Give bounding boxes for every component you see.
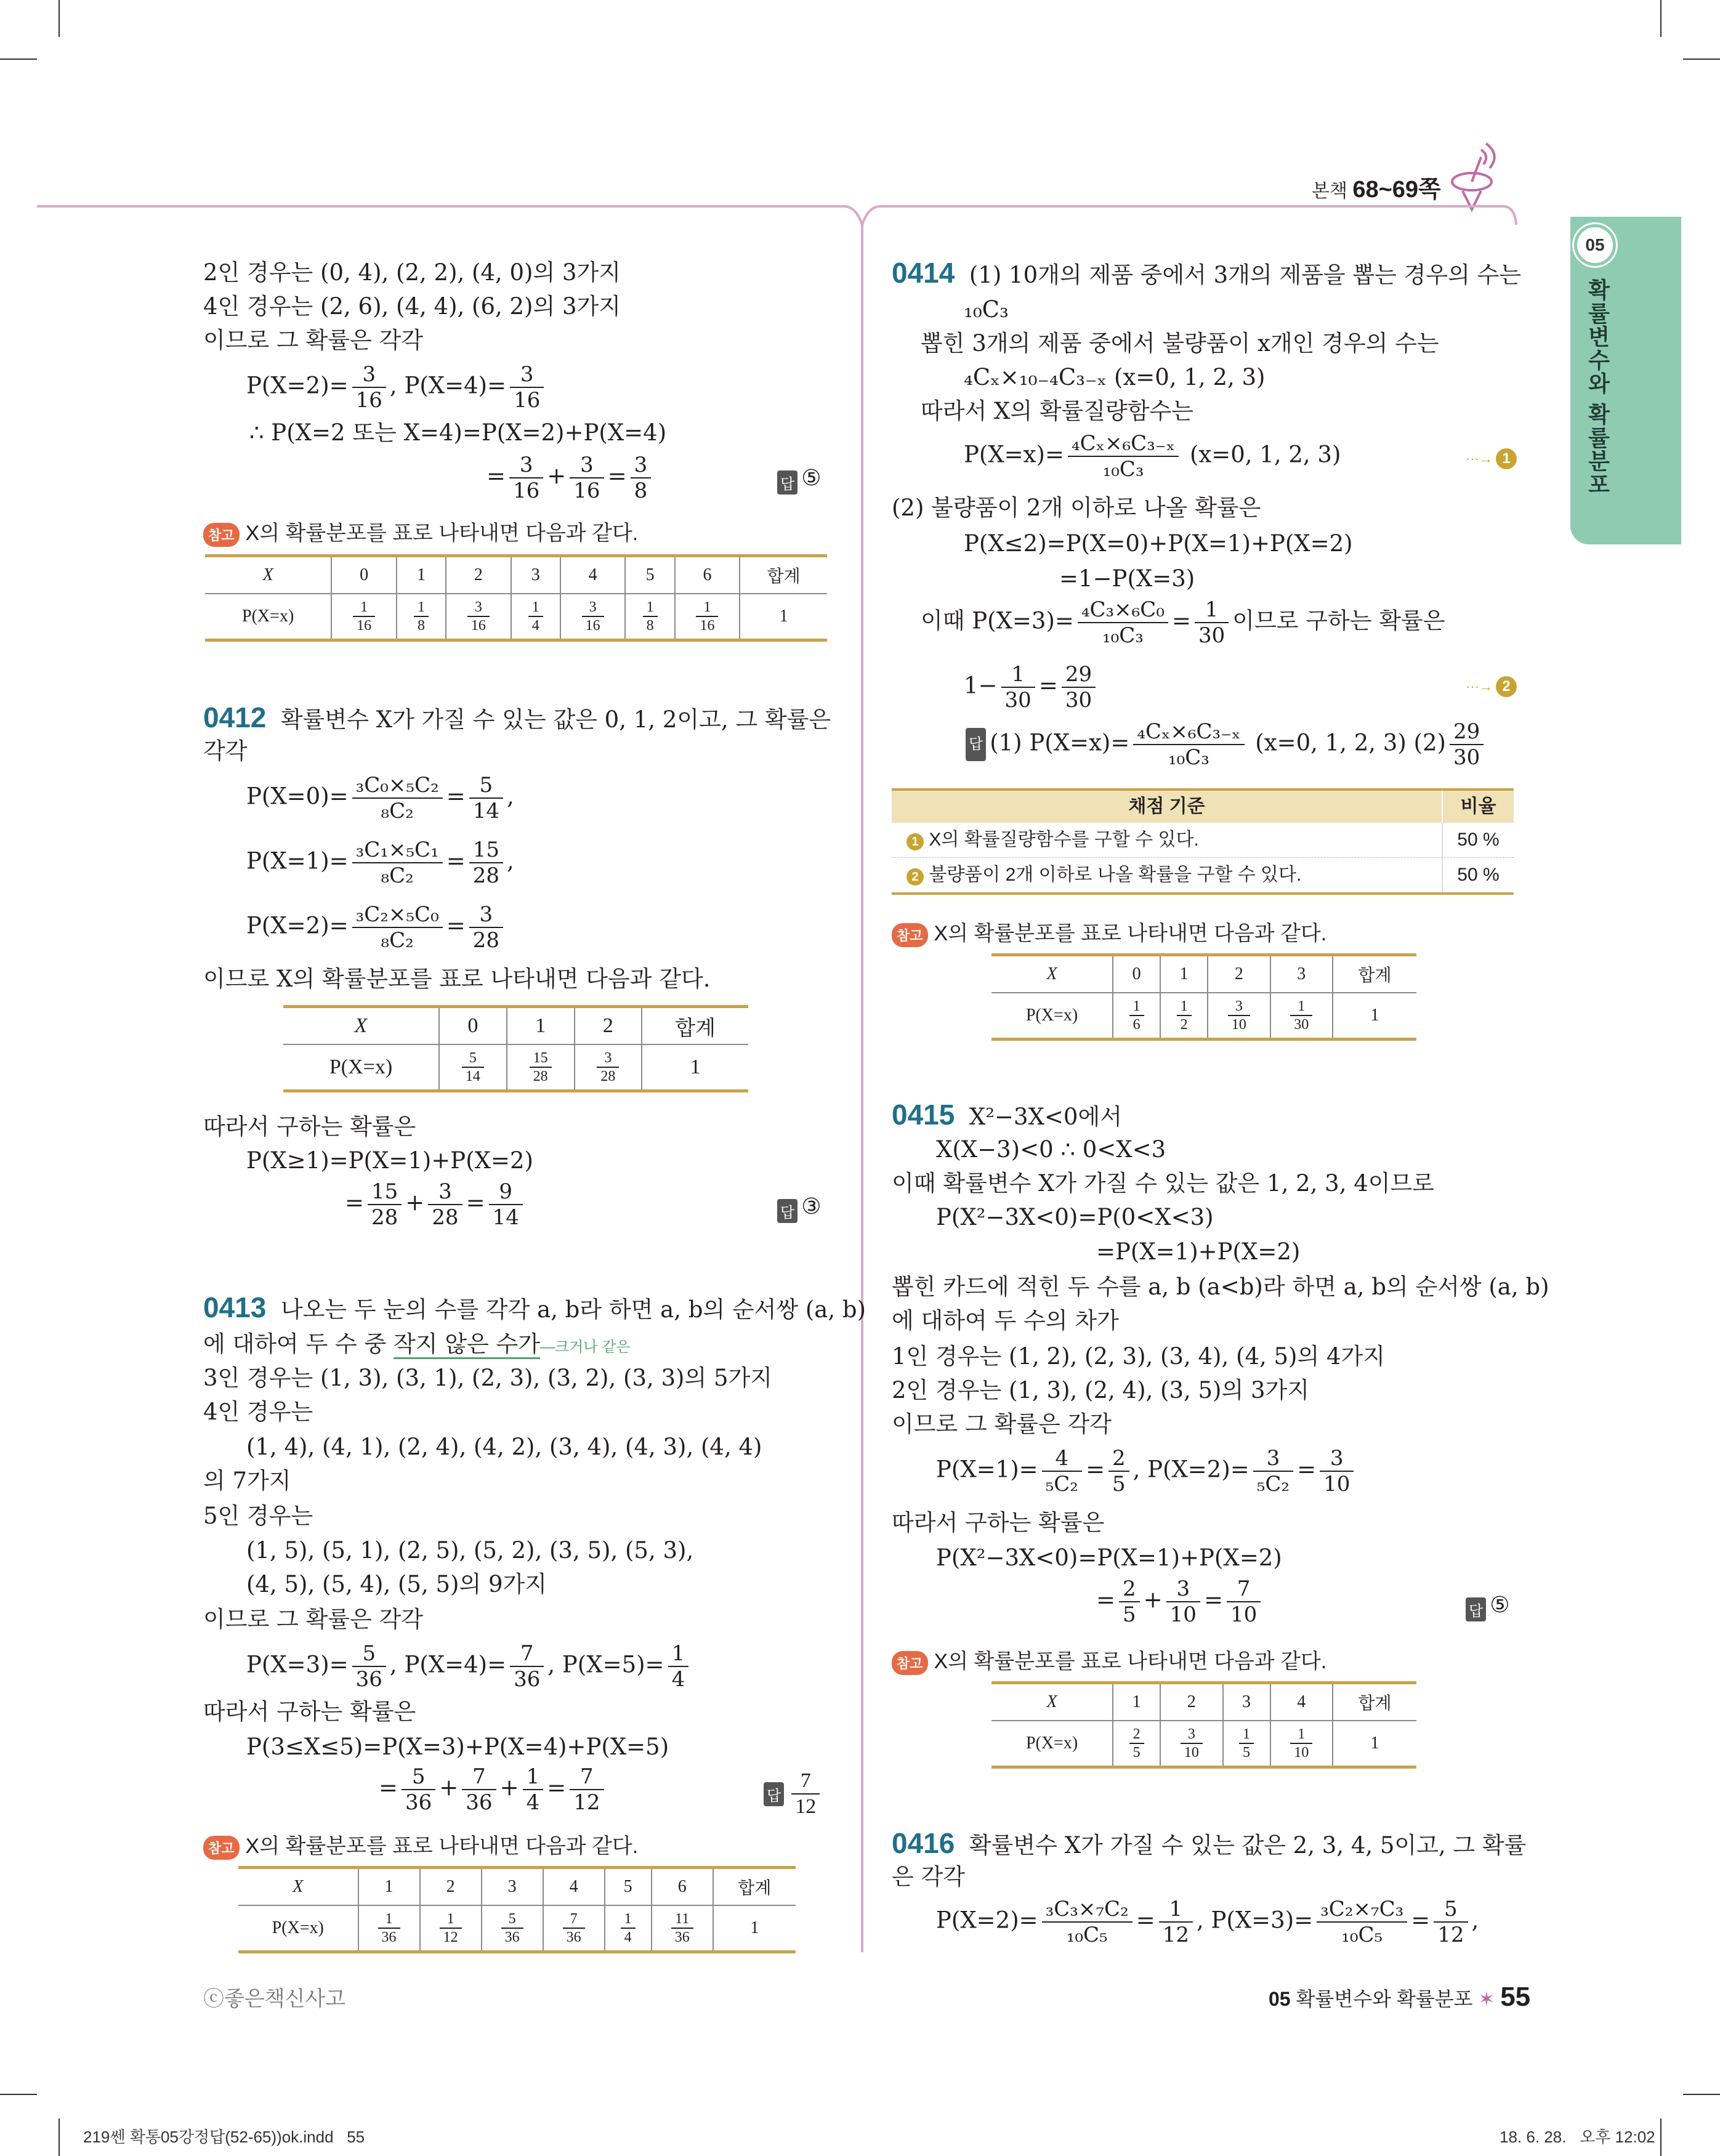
table-header-cell: 3 xyxy=(1270,955,1333,993)
table-header-cell: 0 xyxy=(331,556,397,594)
table-header-cell: 1 xyxy=(358,1868,420,1906)
distribution-table-2 xyxy=(283,1005,748,1092)
table-cell: $\frac{1}{8}$ xyxy=(625,594,674,640)
text-line: 이므로 X의 확률분포를 표로 나타내면 다음과 같다. xyxy=(203,966,711,992)
text-line: (4, 5), (5, 4), (5, 5)의 9가지 xyxy=(246,1571,547,1597)
problem-0416: 0416 확률변수 X가 가질 수 있는 값은 2, 3, 4, 5이고, 그 확률 xyxy=(892,1827,1527,1859)
reference-note: 참고 X의 확률분포를 표로 나타내면 다음과 같다. xyxy=(892,1644,1326,1675)
table-header-cell: X xyxy=(238,1868,358,1906)
table-header-cell: 0 xyxy=(439,1007,507,1045)
problem-0415: 0415 X²−3X<0에서 xyxy=(892,1099,1122,1131)
equation-line: P(3≤X≤5)=P(X=3)+P(X=4)+P(X=5) xyxy=(246,1734,669,1760)
table-cell: 1 xyxy=(740,594,827,640)
text-line: ₄Cₓ×₁₀₋₄C₃₋ₓ (x=0, 1, 2, 3) xyxy=(964,364,1266,390)
text-line: 2인 경우는 (1, 3), (2, 4), (3, 5)의 3가지 xyxy=(892,1377,1310,1403)
table-header-cell: 5 xyxy=(605,1868,652,1906)
answer: 답 ③ xyxy=(777,1193,821,1223)
crop-mark xyxy=(59,2118,60,2156)
table-header-cell: X xyxy=(991,1683,1113,1721)
table-header-cell: 6 xyxy=(652,1868,713,1906)
text-line: 이므로 그 확률은 각각 xyxy=(892,1411,1112,1437)
grading-row: 1 X의 확률질량함수를 구할 수 있다. 50 % xyxy=(892,823,1514,858)
answer: 답 $\frac{7}{12}$ xyxy=(764,1769,823,1819)
distribution-table-1 xyxy=(205,554,827,642)
equation-line: P(X=1)= $\frac{4}{\text{₅C₂}}$ = $\frac{2}{5}$ , P(X=2)= $\frac{3}{\text{₅C₂}}$ = $\frac{3}{10}$ xyxy=(936,1446,1357,1496)
ref-prefix: 본책 xyxy=(1312,181,1347,201)
step-mark-2: ···→ 2 xyxy=(1466,676,1517,697)
step-mark-1: ···→ 1 xyxy=(1466,448,1517,469)
table-cell: 1 xyxy=(1333,993,1416,1040)
table-header-cell: 4 xyxy=(560,556,626,594)
reference-note: 참고 X의 확률분포를 표로 나타내면 다음과 같다. xyxy=(203,1829,638,1860)
side-tab xyxy=(1570,217,1681,544)
table-cell: $\frac{1}{10}$ xyxy=(1270,1721,1333,1767)
crop-mark xyxy=(0,2094,37,2095)
equation-line: P(X=3)= $\frac{5}{36}$ , P(X=4)= $\frac{7}{36}$ , P(X=5)= $\frac{1}{4}$ xyxy=(246,1641,692,1692)
table-cell: $\frac{1}{12}$ xyxy=(420,1905,482,1952)
text-line: 이때 확률변수 X가 가질 수 있는 값은 1, 2, 3, 4이므로 xyxy=(892,1170,1435,1197)
table-header-cell: 합계 xyxy=(1333,955,1416,993)
slug-date: 18. 6. 28. 오후 12:02 xyxy=(1500,2128,1655,2146)
slug-file: 219쎈 확통05강정답(52-65))ok.indd 55 xyxy=(83,2128,365,2146)
text-line: 각각 xyxy=(203,738,248,764)
equation-line: P(X=2)= $\frac{\text{₃C₃×₇C₂}}{\text{₁₀C₅}}$ = $\frac{1}{12}$ , P(X=3)= $\frac{\text{₃C₂×₇C₃}}{\text{₁₀C₅}}$ = $\frac{5}{12}$ , xyxy=(936,1897,1479,1947)
column-divider xyxy=(861,222,863,1952)
crop-mark xyxy=(0,59,37,60)
table-header-cell: 합계 xyxy=(740,556,827,594)
table-cell: $\frac{3}{28}$ xyxy=(575,1044,642,1091)
table-cell: P(X=x) xyxy=(238,1905,358,1952)
crop-mark xyxy=(1683,2094,1720,2095)
text-line: 의 7가지 xyxy=(203,1468,291,1494)
table-header-cell: 5 xyxy=(625,556,674,594)
equation-line: P(X²−3X<0)=P(X=1)+P(X=2) xyxy=(936,1544,1282,1571)
table-header-cell: 1 xyxy=(397,556,446,594)
table-cell: $\frac{5}{36}$ xyxy=(482,1905,543,1952)
text-line: 뽑힌 카드에 적힌 두 수를 a, b (a<b)라 하면 a, b의 순서쌍 (a, b) xyxy=(892,1274,1549,1300)
crop-mark xyxy=(1660,2118,1661,2156)
problem-0413: 0413 나오는 두 눈의 수를 각각 a, b라 하면 a, b의 순서쌍 (a, b) xyxy=(203,1291,866,1323)
equation-line: =1−P(X=3) xyxy=(1059,565,1195,592)
grading-table xyxy=(892,788,1514,895)
table-cell: $\frac{3}{10}$ xyxy=(1208,993,1270,1040)
table-cell: $\frac{15}{28}$ xyxy=(507,1044,575,1091)
table-header-cell: 2 xyxy=(1208,955,1270,993)
equation-line: P(X=2)= $\frac{3}{16}$ , P(X=4)= $\frac{3}{16}$ xyxy=(246,362,547,413)
grading-header: 채점 기준 xyxy=(1128,796,1205,817)
side-tab-number: 05 xyxy=(1574,224,1616,266)
equation-line: = $\frac{5}{36}$ + $\frac{7}{36}$ + $\frac{1}{4}$ = $\frac{7}{12}$ xyxy=(379,1764,608,1815)
table-cell: $\frac{1}{16}$ xyxy=(331,594,397,640)
text-line: 4인 경우는 (2, 6), (4, 4), (6, 2)의 3가지 xyxy=(203,293,621,320)
equation-line: P(X≥1)=P(X=1)+P(X=2) xyxy=(246,1147,533,1174)
problem-0414: 0414 (1) 10개의 제품 중에서 3개의 제품을 뽑는 경우의 수는 xyxy=(892,257,1522,289)
table-header-cell: 1 xyxy=(1113,1683,1160,1721)
equation-line: P(X²−3X<0)=P(0<X<3) xyxy=(936,1204,1214,1230)
table-cell: $\frac{1}{2}$ xyxy=(1160,993,1208,1040)
table-cell: $\frac{1}{36}$ xyxy=(358,1905,420,1952)
equation-line: P(X=1)= $\frac{\text{₃C₁×₅C₁}}{\text{₈C₂}}$ = $\frac{15}{28}$ , xyxy=(246,838,514,888)
table-cell: P(X=x) xyxy=(283,1044,439,1091)
page-footer: 05 확률변수와 확률분포 ✶ 55 xyxy=(1269,1982,1531,2012)
text-line: (2) 불량품이 2개 이하로 나올 확률은 xyxy=(892,495,1261,521)
table-cell: P(X=x) xyxy=(991,993,1113,1040)
table-header-cell: X xyxy=(991,955,1113,993)
text-line: 5인 경우는 xyxy=(203,1503,313,1529)
equation-line: 이때 P(X=3)= $\frac{\text{₄C₃×₆C₀}}{\text{₁₀C₃}}$ = $\frac{1}{30}$ 이므로 구하는 확률은 xyxy=(921,597,1445,648)
crop-mark xyxy=(59,0,60,37)
copyright: ⓒ좋은책신사고 xyxy=(203,1987,346,2011)
table-cell: $\frac{5}{14}$ xyxy=(439,1044,507,1091)
table-header-cell: 합계 xyxy=(1333,1683,1416,1721)
problem-0412: 0412 확률변수 X가 가질 수 있는 값은 0, 1, 2이고, 그 확률은 xyxy=(203,701,831,733)
text-line: 에 대하여 두 수의 차가 xyxy=(892,1307,1119,1334)
text-line: X(X−3)<0 ∴ 0<X<3 xyxy=(936,1136,1166,1163)
page-reference xyxy=(1312,170,1441,204)
table-header-cell: 합계 xyxy=(642,1007,748,1045)
table-header-cell: 2 xyxy=(1160,1683,1222,1721)
text-line: 이므로 그 확률은 각각 xyxy=(203,1606,423,1633)
equation-line: = $\frac{15}{28}$ + $\frac{3}{28}$ = $\frac{9}{14}$ xyxy=(345,1179,527,1230)
equation-line: P(X≤2)=P(X=0)+P(X=1)+P(X=2) xyxy=(964,530,1353,557)
table-header-cell: 1 xyxy=(507,1007,575,1045)
table-cell: $\frac{3}{10}$ xyxy=(1160,1721,1222,1767)
text-line: 은 각각 xyxy=(892,1863,965,1890)
text-line: 1인 경우는 (1, 2), (2, 3), (3, 4), (4, 5)의 4가지 xyxy=(892,1343,1386,1370)
text-line: 3인 경우는 (1, 3), (3, 1), (2, 3), (3, 2), (3, 3)의 5가지 xyxy=(203,1365,773,1391)
table-header-cell: 1 xyxy=(1160,955,1208,993)
answer-line: 답 (1) P(X=x)= $\frac{\text{₄Cₓ×₆C₃₋ₓ}}{\text{₁₀C₃}}$ (x=0, 1, 2, 3) (2) $\frac{29}{30}$ xyxy=(966,719,1487,770)
distribution-table-3 xyxy=(238,1866,796,1953)
text-line: ₁₀C₃ xyxy=(964,296,1009,323)
text-line: 따라서 구하는 확률은 xyxy=(892,1509,1105,1536)
table-cell: $\frac{1}{6}$ xyxy=(1113,993,1160,1040)
text-line: 에 대하여 두 수 중 작지 않은 수가—크거나 같은 xyxy=(203,1329,631,1363)
ref-pages: 68~69쪽 xyxy=(1352,177,1441,203)
header-rule xyxy=(37,200,1521,237)
side-tab-title: 확률변수와 확률분포 xyxy=(1585,278,1610,497)
answer: 답 ⑤ xyxy=(1466,1592,1509,1621)
equation-line: P(X=x)= $\frac{\text{₄Cₓ×₆C₃₋ₓ}}{\text{₁₀C₃}}$ (x=0, 1, 2, 3) xyxy=(964,431,1341,482)
table-header-cell: 6 xyxy=(675,556,740,594)
grading-row: 2 불량품이 2개 이하로 나올 확률을 구할 수 있다. 50 % xyxy=(892,858,1514,895)
equation-line: P(X=0)= $\frac{\text{₃C₀×₅C₂}}{\text{₈C₂}}$ = $\frac{5}{14}$ , xyxy=(246,773,514,823)
table-cell: $\frac{1}{4}$ xyxy=(511,594,560,640)
table-header-cell: 0 xyxy=(1113,955,1160,993)
equation-line: ∴ P(X=2 또는 X=4)=P(X=2)+P(X=4) xyxy=(249,419,667,446)
table-cell: $\frac{3}{16}$ xyxy=(560,594,626,640)
table-header-cell: 2 xyxy=(446,556,511,594)
table-cell: $\frac{1}{30}$ xyxy=(1270,993,1333,1040)
table-cell: P(X=x) xyxy=(991,1721,1113,1767)
table-header-cell: X xyxy=(283,1007,439,1045)
crop-mark xyxy=(1660,0,1661,37)
answer: 답 ⑤ xyxy=(777,465,821,495)
text-line: 따라서 구하는 확률은 xyxy=(203,1698,416,1725)
text-line: 이므로 그 확률은 각각 xyxy=(203,327,423,353)
crop-mark xyxy=(1683,59,1720,60)
text-line: 4인 경우는 xyxy=(203,1399,313,1425)
table-cell: $\frac{1}{16}$ xyxy=(675,594,740,640)
table-header-cell: 합계 xyxy=(713,1868,796,1906)
table-cell: 1 xyxy=(642,1044,748,1091)
reference-note: 참고 X의 확률분포를 표로 나타내면 다음과 같다. xyxy=(203,516,638,547)
table-header-cell: 2 xyxy=(420,1868,482,1906)
table-header-cell: 4 xyxy=(543,1868,605,1906)
text-line: 따라서 X의 확률질량함수는 xyxy=(921,398,1194,424)
table-header-cell: 3 xyxy=(482,1868,543,1906)
table-cell: 1 xyxy=(713,1905,796,1952)
equation-line: = $\frac{2}{5}$ + $\frac{3}{10}$ = $\frac{7}{10}$ xyxy=(1096,1577,1264,1627)
table-header-cell: 3 xyxy=(1223,1683,1270,1721)
distribution-table-5 xyxy=(991,1681,1416,1769)
table-cell: 1 xyxy=(1333,1721,1416,1767)
table-header-cell: 2 xyxy=(575,1007,642,1045)
text-line: (1, 5), (5, 1), (2, 5), (5, 2), (3, 5), (5, 3), xyxy=(246,1537,694,1564)
table-header-cell: 3 xyxy=(511,556,560,594)
text-line: 따라서 구하는 확률은 xyxy=(203,1113,416,1140)
equation-line: 1− $\frac{1}{30}$ = $\frac{29}{30}$ xyxy=(964,662,1099,713)
text-line: (1, 4), (4, 1), (2, 4), (4, 2), (3, 4), (4, 3), (4, 4) xyxy=(246,1434,762,1460)
table-header-cell: 4 xyxy=(1270,1683,1333,1721)
table-cell: $\frac{1}{8}$ xyxy=(397,594,446,640)
table-cell: $\frac{3}{16}$ xyxy=(446,594,511,640)
grading-header: 비율 xyxy=(1442,791,1514,823)
table-cell: $\frac{1}{4}$ xyxy=(605,1905,652,1952)
distribution-table-4 xyxy=(991,953,1416,1041)
table-cell: P(X=x) xyxy=(205,594,331,640)
reference-note: 참고 X의 확률분포를 표로 나타내면 다음과 같다. xyxy=(892,916,1326,947)
text-line: 2인 경우는 (0, 4), (2, 2), (4, 0)의 3가지 xyxy=(203,259,621,286)
equation-line: P(X=2)= $\frac{\text{₃C₂×₅C₀}}{\text{₈C₂}}$ = $\frac{3}{28}$ xyxy=(246,902,507,953)
equation-line: =P(X=1)+P(X=2) xyxy=(1096,1238,1301,1265)
text-line: 뽑힌 3개의 제품 중에서 불량품이 x개인 경우의 수는 xyxy=(921,330,1439,357)
table-cell: $\frac{1}{5}$ xyxy=(1223,1721,1270,1767)
table-header-cell: X xyxy=(205,556,331,594)
table-cell: $\frac{11}{36}$ xyxy=(652,1905,713,1952)
table-cell: $\frac{7}{36}$ xyxy=(543,1905,605,1952)
table-cell: $\frac{2}{5}$ xyxy=(1113,1721,1160,1767)
equation-line: = $\frac{3}{16}$ + $\frac{3}{16}$ = $\frac{3}{8}$ xyxy=(487,453,655,503)
